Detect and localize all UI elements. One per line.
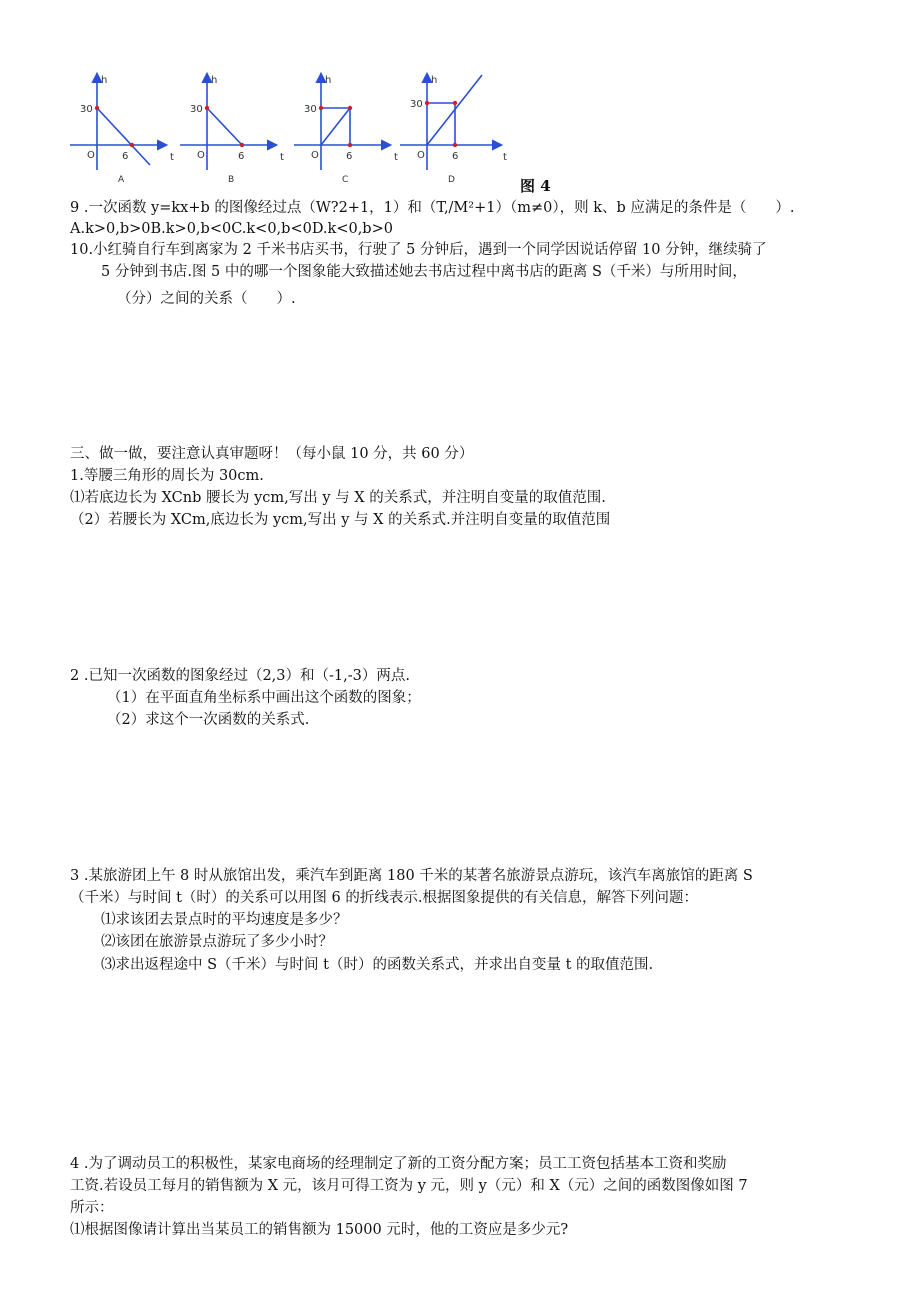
x-tick-label: 6 (452, 151, 459, 162)
p4-line-1: 4 .为了调动员工的积极性，某家电商场的经理制定了新的工资分配方案；员工工资包括基本工资和奖励 (70, 1156, 727, 1172)
p2-part-2: （2）求这个一次函数的关系式. (107, 712, 310, 728)
axis-h-label: h (431, 75, 438, 86)
figure-4-graphs (70, 70, 510, 185)
panel-b-label: B (228, 175, 235, 185)
x-tick-label: 6 (346, 151, 353, 162)
p3-part-2: ⑵该团在旅游景点游玩了多少小时？ (101, 934, 333, 950)
p3-line-2: （千米）与时间 t（时）的关系可以用图 6 的折线表示.根据图象提供的有关信息，解答下列问题： (70, 890, 698, 906)
q10-line-1: 10.小红骑自行车到离家为 2 千米书店买书，行驶了 5 分钟后，遇到一个同学因说话停留 10 分钟，继续骑了 (70, 242, 767, 258)
panel-a-label: A (118, 175, 125, 185)
p4-line-3: 所示： (70, 1200, 114, 1216)
x-tick-label: 6 (122, 151, 129, 162)
p3-part-1: ⑴求该团去景点时的平均速度是多少？ (101, 912, 348, 928)
axis-h-label: h (211, 75, 218, 86)
axis-t-label: t (280, 152, 284, 163)
q10-line-3: （分）之间的关系（ ）. (117, 291, 296, 307)
q10-line-2: 5 分钟到书店.图 5 中的哪一个图象能大致描述她去书店过程中离书店的距离 S（千米）与所用时间， (101, 264, 747, 280)
q9-options: A.k>0,b>0B.k>0,b<0C.k<0,b<0D.k<0,b>0 (70, 221, 393, 237)
graph-a (70, 75, 174, 185)
p2-stem: 2 .已知一次函数的图象经过（2,3）和（-1,-3）两点. (70, 668, 410, 684)
y-tick-label: 30 (80, 104, 93, 115)
p4-part-1: ⑴根据图像请计算出当某员工的销售额为 15000 元时，他的工资应是多少元? (70, 1222, 569, 1238)
p4-line-2: 工资.若设员工每月的销售额为 X 元，该月可得工资为 y 元，则 y（元）和 X（元）之间的函数图像如图 7 (70, 1178, 748, 1194)
axis-t-label: t (503, 152, 507, 163)
panel-d-label: D (448, 175, 455, 185)
figure-4 (70, 70, 510, 185)
graph-b (180, 75, 284, 185)
p2-part-1: （1）在平面直角坐标系中画出这个函数的图象； (107, 690, 421, 706)
p3-part-3: ⑶求出返程途中 S（千米）与时间 t（时）的函数关系式，并求出自变量 t 的取值范围. (101, 957, 654, 973)
p1-stem: 1.等腰三角形的周长为 30cm. (70, 468, 264, 484)
axis-t-label: t (170, 152, 174, 163)
origin-label: O (197, 150, 205, 161)
axis-h-label: h (325, 75, 332, 86)
q9-stem: 9 .一次函数 y=kx+b 的图像经过点（W?2+1，1）和（T,/M²+1）（m≠0），则 k、b 应满足的条件是（ ）. (70, 200, 795, 216)
p1-part-2: （2）若腰长为 XCm,底边长为 ycm,写出 y 与 X 的关系式.并注明自变量的取值范围 (70, 512, 611, 528)
origin-label: O (87, 150, 95, 161)
origin-label: O (311, 150, 319, 161)
p1-part-1: ⑴若底边长为 XCnb 腰长为 ycm,写出 y 与 X 的关系式，并注明自变量的取值范围. (70, 490, 606, 506)
graph-d (400, 75, 507, 185)
y-tick-label: 30 (304, 104, 317, 115)
graph-c (294, 75, 398, 185)
p3-line-1: 3 .某旅游团上午 8 时从旅馆出发，乘汽车到距离 180 千米的某著名旅游景点游玩，该汽车离旅馆的距离 S (70, 868, 753, 884)
origin-label: O (417, 150, 425, 161)
y-tick-label: 30 (410, 99, 423, 110)
x-tick-label: 6 (238, 151, 245, 162)
axis-h-label: h (101, 75, 108, 86)
panel-c-label: C (342, 175, 349, 185)
axis-t-label: t (394, 152, 398, 163)
section-3-heading: 三、做一做，要注意认真审题呀！（每小鼠 10 分，共 60 分） (70, 446, 474, 462)
y-tick-label: 30 (190, 104, 203, 115)
figure-4-caption: 图 4 (520, 177, 551, 195)
